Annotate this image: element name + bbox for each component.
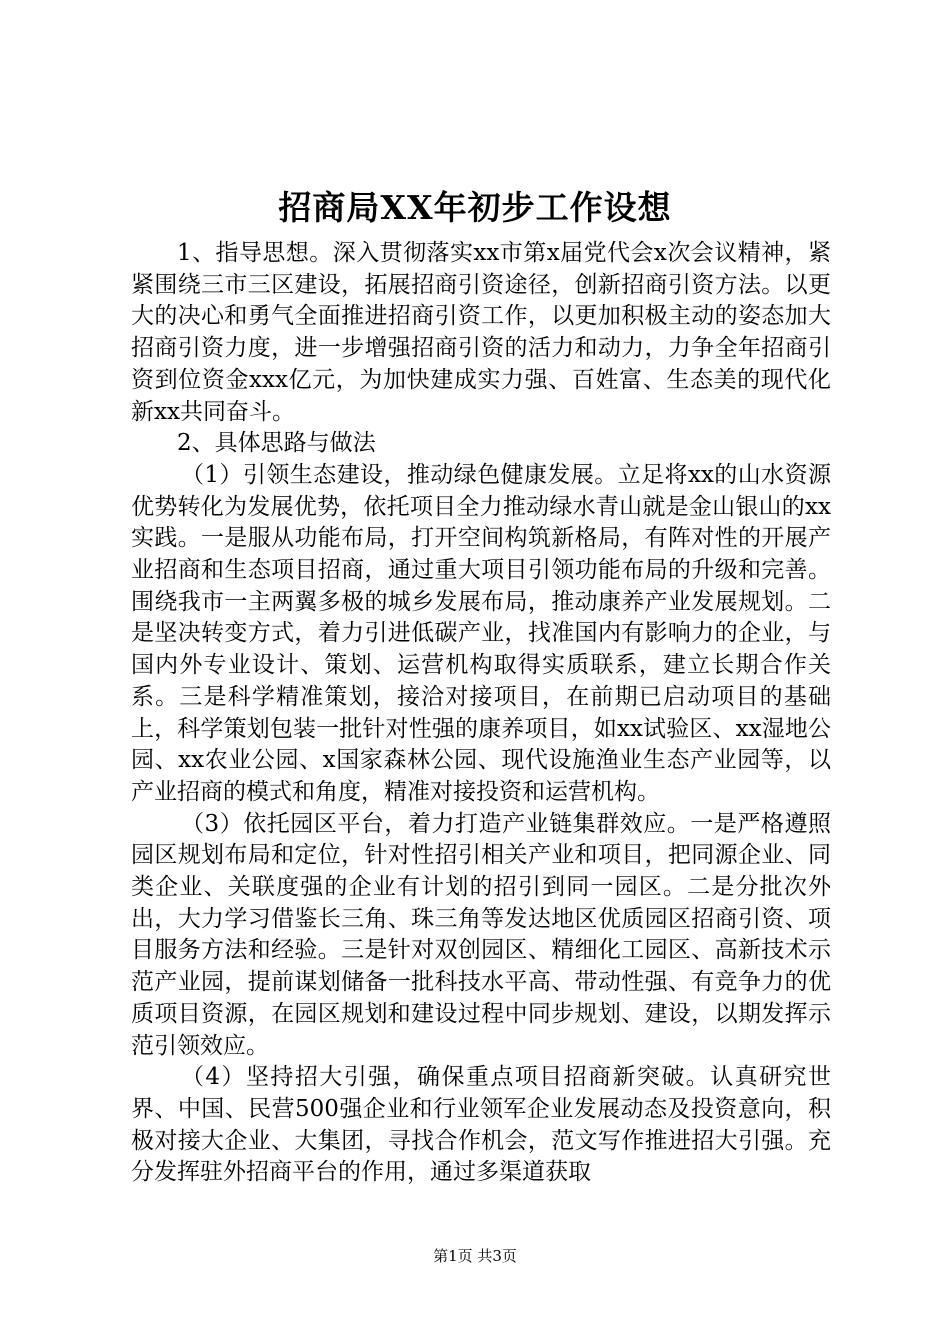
paragraph-specific-approach-heading: 2、具体思路与做法 [177, 430, 376, 457]
paragraph-guiding-ideology: 1、指导思想。深入贯彻落实xx市第x届党代会x次会议精神，紧紧围绕三市三区建设，拓展招商引资途径，创新招商引资方法。以更大的决心和勇气全面推进招商引资工作，以更加积极主动的姿态加大招商引资力度，进一步增强招商引资的活力和动力，力争全年招商引资到位资金xxx亿元，为加快建成实力强、百姓富、生态美的现代化新xx共同奋斗。 [131, 240, 831, 425]
page-footer: 第1页 共3页 [433, 1247, 517, 1265]
document-title: 招商局XX年初步工作设想 [278, 188, 672, 227]
paragraph-item-3-industrial-park: （3）依托园区平台，着力打造产业链集群效应。一是严格遵照园区规划布局和定位，针对性招引相关产业和项目，把同源企业、同类企业、关联度强的企业有计划的招引到同一园区。二是分批次外出，大力学习借鉴长三角、珠三角等发达地区优质园区招商引资、项目服务方法和经验。三是针对双创园区、精细化工园区、高新技术示范产业园，提前谋划储备一批科技水平高、带动性强、有竞争力的优质项目资源，在园区规划和建设过程中同步规划、建设，以期发挥示范引领效应。 [131, 810, 831, 1059]
paragraph-item-4-major-projects: （4）坚持招大引强，确保重点项目招商新突破。认真研究世界、中国、民营500强企业和行业领军企业发展动态及投资意向，积极对接大企业、大集团，寻找合作机会，范文写作推进招大引强。充分发挥驻外招商平台的作用，通过多渠道获取 [131, 1064, 831, 1186]
document-body [131, 238, 831, 1189]
paragraph-item-1-ecology: （1）引领生态建设，推动绿色健康发展。立足将xx的山水资源优势转化为发展优势，依托项目全力推动绿水青山就是金山银山的xx实践。一是服从功能布局，打开空间构筑新格局，有阵对性的开展产业招商和生态项目招商，通过重大项目引领功能布局的升级和完善。围绕我市一主两翼多极的城乡发展布局，推动康养产业发展规划。二是坚决转变方式，着力引进低碳产业，找准国内有影响力的企业，与国内外专业设计、策划、运营机构取得实质联系，建立长期合作关系。三是科学精准策划，接洽对接项目，在前期已启动项目的基础上，科学策划包装一批针对性强的康养项目，如xx试验区、xx湿地公园、xx农业公园、x国家森林公园、现代设施渔业生态产业园等，以产业招商的模式和角度，精准对接投资和运营机构。 [131, 461, 831, 805]
